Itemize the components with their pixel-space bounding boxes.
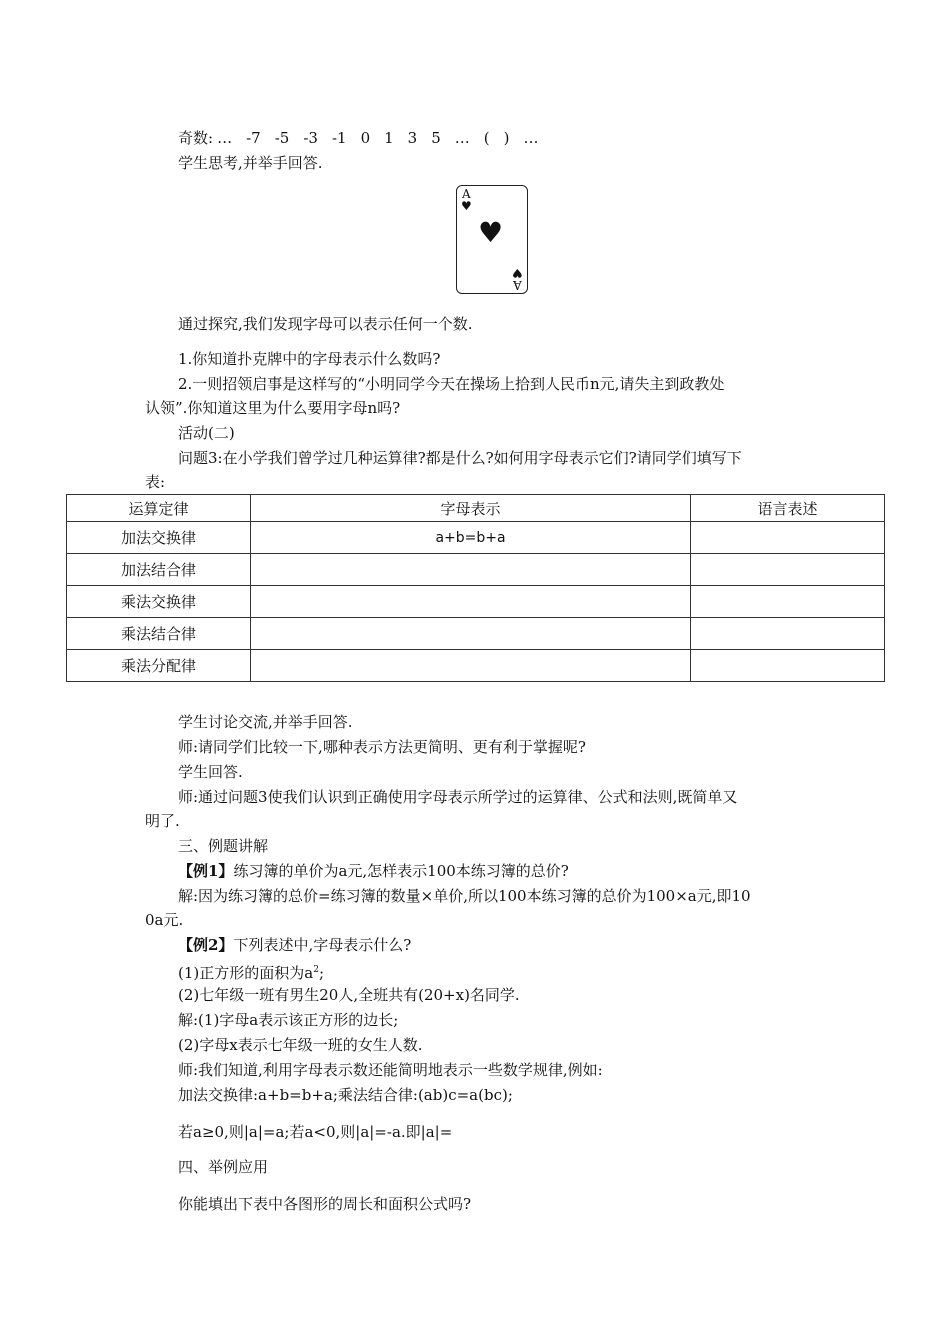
odd-numbers-line: [178, 128, 552, 148]
table-row: [67, 554, 885, 586]
odd-item: …: [523, 129, 539, 147]
table-cell: 乘法交换律: [67, 586, 251, 618]
paragraph-abs: 若a≥0,则|a|=a;若a<0,则|a|=-a.即|a|=: [178, 1123, 453, 1141]
question-2-cont: 认领”.你知道这里为什么要用字母n吗?: [145, 399, 401, 417]
problem-3-cont: 表:: [145, 473, 166, 491]
example-2: [178, 935, 411, 955]
odd-item: -7: [246, 129, 261, 147]
paragraph-discover: 通过探究,我们发现字母可以表示任何一个数.: [178, 315, 473, 333]
example-1-tag: 【例1】: [178, 862, 234, 880]
odd-item: 5: [431, 129, 441, 147]
superscript: 2: [313, 965, 319, 975]
table-header: 语言表述: [691, 495, 885, 522]
paragraph-think: 学生思考,并举手回答.: [178, 154, 323, 172]
table-row: [67, 650, 885, 682]
heart-icon: ♥: [512, 266, 523, 280]
question-2: 2.一则招领启事是这样写的“小明同学今天在操场上拾到人民币n元,请失主到政教处: [178, 375, 725, 393]
table-row: [67, 522, 885, 554]
section-4-heading: 四、举例应用: [178, 1158, 269, 1176]
table-cell: [251, 586, 691, 618]
odd-item: (: [483, 129, 490, 147]
odd-label: 奇数:: [178, 129, 214, 147]
paragraph-discuss: 学生讨论交流,并举手回答.: [178, 713, 353, 731]
table-cell: [251, 554, 691, 586]
item-text: ;: [318, 964, 324, 982]
table-cell: [691, 618, 885, 650]
example-1: [178, 861, 569, 881]
odd-item: ): [503, 129, 510, 147]
odd-item: …: [454, 129, 470, 147]
example-2-solution-1: 解:(1)字母a表示该正方形的边长;: [178, 1011, 399, 1029]
table-header: 字母表示: [251, 495, 691, 522]
table-cell: [691, 650, 885, 682]
example-2-text: 下列表述中,字母表示什么?: [233, 936, 412, 954]
odd-item: -3: [303, 129, 318, 147]
paragraph-laws: 加法交换律:a+b=b+a;乘法结合律:(ab)c=a(bc);: [178, 1086, 513, 1104]
section-3-heading: 三、例题讲解: [178, 837, 269, 855]
odd-item: -1: [331, 129, 347, 147]
table-cell: [691, 586, 885, 618]
heart-icon: ♥: [461, 199, 472, 213]
table-row: [67, 618, 885, 650]
paragraph-teacher-2-cont: 明了.: [145, 812, 180, 830]
example-1-solution: 解:因为练习簿的总价=练习簿的数量×单价,所以100本练习簿的总价为100×a元,即10: [178, 887, 751, 905]
example-1-solution-cont: 0a元.: [145, 911, 184, 929]
table-cell: 乘法分配律: [67, 650, 251, 682]
odd-item: 1: [384, 129, 394, 147]
paragraph-teacher-3: 师:我们知道,利用字母表示数还能简明地表示一些数学规律,例如:: [178, 1061, 603, 1079]
odd-item: 0: [360, 129, 371, 147]
paragraph-fill: 你能填出下表中各图形的周长和面积公式吗?: [178, 1195, 472, 1213]
example-2-solution-2: (2)字母x表示七年级一班的女生人数.: [178, 1036, 423, 1054]
card-corner-top: [461, 188, 472, 212]
example-1-text: 练习簿的单价为a元,怎样表示100本练习簿的总价?: [233, 862, 569, 880]
activity-heading: 活动(二): [178, 424, 235, 442]
odd-item: …: [217, 129, 233, 147]
table-row: [67, 586, 885, 618]
question-1: 1.你知道扑克牌中的字母表示什么数吗?: [178, 350, 441, 368]
table-header: 运算定律: [67, 495, 251, 522]
example-2-item-1: [178, 960, 324, 983]
table-cell: 乘法结合律: [67, 618, 251, 650]
table-cell: [691, 522, 885, 554]
table-cell: [251, 618, 691, 650]
card-corner-bottom: [512, 267, 523, 291]
card-rank: A: [513, 278, 522, 292]
table-cell: [251, 650, 691, 682]
odd-item: -5: [274, 129, 290, 147]
paragraph-teacher-1: 师:请同学们比较一下,哪种表示方法更简明、更有利于掌握呢?: [178, 738, 586, 756]
table-header-row: [67, 495, 885, 522]
table-cell: [691, 554, 885, 586]
odd-item: 3: [407, 129, 418, 147]
operation-laws-table: [66, 494, 885, 682]
table-cell: a+b=b+a: [251, 522, 691, 554]
card-rank: A: [462, 187, 471, 201]
problem-3: 问题3:在小学我们曾学过几种运算律?都是什么?如何用字母表示它们?请同学们填写下: [178, 449, 742, 467]
example-2-tag: 【例2】: [178, 936, 234, 954]
paragraph-teacher-2: 师:通过问题3使我们认识到正确使用字母表示所学过的运算律、公式和法则,既简单又: [178, 788, 738, 806]
table-cell: 加法交换律: [67, 522, 251, 554]
example-2-item-2: (2)七年级一班有男生20人,全班共有(20+x)名同学.: [178, 986, 520, 1004]
item-text: (1)正方形的面积为a: [178, 964, 314, 982]
paragraph-answer: 学生回答.: [178, 763, 243, 781]
playing-card-ace: [456, 185, 528, 294]
table-cell: 加法结合律: [67, 554, 251, 586]
heart-icon: ♥: [478, 216, 504, 249]
